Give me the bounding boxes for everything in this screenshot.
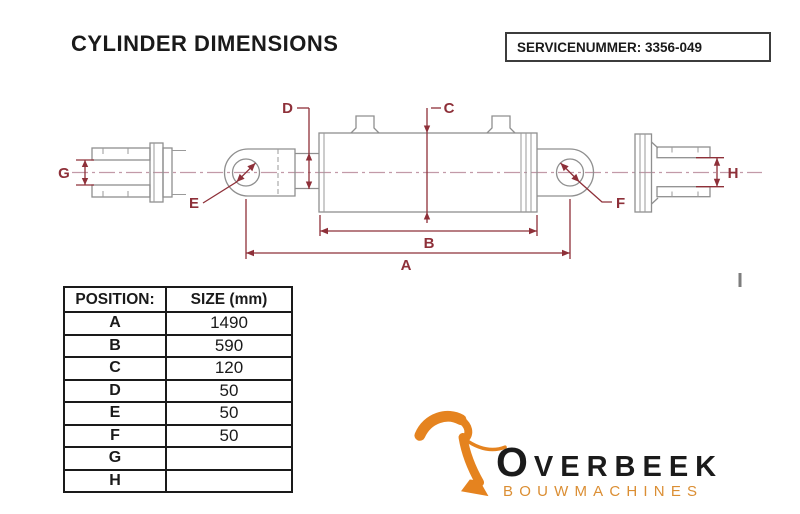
logo-name-rest: VERBEEK xyxy=(533,451,724,483)
logo-lead-letter: O xyxy=(496,439,534,485)
table-row xyxy=(64,425,292,448)
company-logo xyxy=(412,404,797,512)
logo-text xyxy=(496,439,724,500)
dim-label-F: F xyxy=(616,195,626,212)
position-cell: C xyxy=(64,357,166,380)
dim-label-D: D xyxy=(282,100,293,117)
size-cell: 120 xyxy=(166,357,292,380)
dim-label-C: C xyxy=(443,100,455,117)
table-row xyxy=(64,380,292,403)
position-cell: F xyxy=(64,425,166,448)
table-row xyxy=(64,470,292,493)
size-cell xyxy=(166,447,292,470)
size-cell: 50 xyxy=(166,402,292,425)
dim-B xyxy=(320,215,537,252)
table-header-row xyxy=(64,287,292,312)
dim-label-A: A xyxy=(400,257,412,274)
dim-label-G: G xyxy=(58,165,70,182)
table-row xyxy=(64,357,292,380)
position-cell: H xyxy=(64,470,166,493)
size-cell: 590 xyxy=(166,335,292,358)
table-row xyxy=(64,335,292,358)
size-column-header: SIZE (mm) xyxy=(166,287,292,312)
table-row xyxy=(64,312,292,335)
size-cell: 50 xyxy=(166,380,292,403)
port-icon xyxy=(487,116,515,133)
position-cell: B xyxy=(64,335,166,358)
position-cell: G xyxy=(64,447,166,470)
cylinder-diagram xyxy=(0,78,800,313)
position-cell: E xyxy=(64,402,166,425)
page-title: CYLINDER DIMENSIONS xyxy=(71,31,339,56)
table-row xyxy=(64,402,292,425)
size-cell: 50 xyxy=(166,425,292,448)
service-number-box xyxy=(505,32,771,62)
position-cell: D xyxy=(64,380,166,403)
position-cell: A xyxy=(64,312,166,335)
logo-company-name xyxy=(496,439,724,485)
dim-label-B: B xyxy=(423,235,435,252)
dimensions-table xyxy=(63,286,293,493)
service-number-label: SERVICENUMMER: 3356-049 xyxy=(517,39,703,55)
port-icon xyxy=(351,116,379,133)
position-column-header: POSITION: xyxy=(64,287,166,312)
dim-C xyxy=(424,100,455,223)
logo-subtitle: BOUWMACHINES xyxy=(503,483,704,500)
size-cell xyxy=(166,470,292,493)
size-cell: 1490 xyxy=(166,312,292,335)
table-row xyxy=(64,447,292,470)
dim-label-E: E xyxy=(188,195,200,212)
dim-D xyxy=(282,100,312,189)
dim-label-H: H xyxy=(727,165,739,182)
